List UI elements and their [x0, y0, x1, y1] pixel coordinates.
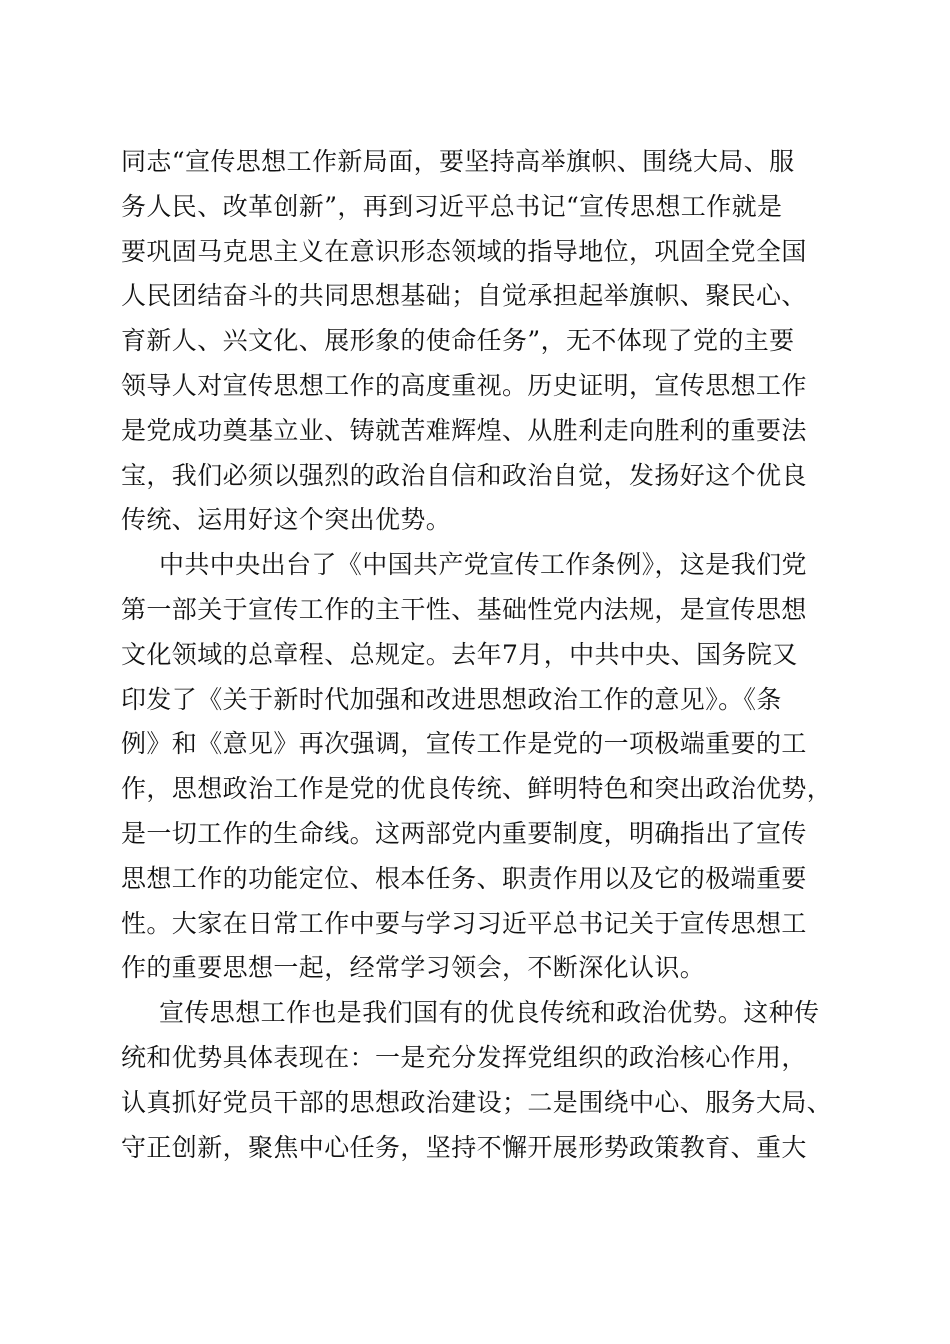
text-line: 守正创新，聚焦中心任务，坚持不懈开展形势政策教育、重大 — [121, 1132, 807, 1162]
text-line: 是党成功奠基立业、铸就苦难辉煌、从胜利走向胜利的重要法 — [121, 415, 807, 445]
text-line: 作的重要思想一起，经常学习领会，不断深化认识。 — [121, 953, 706, 983]
text-line: 要巩固马克思主义在意识形态领域的指导地位，巩固全党全国 — [121, 236, 807, 266]
text-line: 是一切工作的生命线。这两部党内重要制度，明确指出了宣传 — [121, 818, 807, 848]
text-line: 人民团结奋斗的共同思想基础；自觉承担起举旗帜、聚民心、 — [121, 281, 807, 311]
text-line: 认真抓好党员干部的思想政治建设；二是围绕中心、服务大局、 — [121, 1087, 833, 1117]
paragraph-first-line: 中共中央出台了《中国共产党宣传工作条例》，这是我们党 — [159, 550, 807, 580]
text-line: 思想工作的功能定位、根本任务、职责作用以及它的极端重要 — [121, 863, 807, 893]
text-line: 例》和《意见》再次强调，宣传工作是党的一项极端重要的工 — [121, 729, 807, 759]
text-line: 宝，我们必须以强烈的政治自信和政治自觉，发扬好这个优良 — [121, 460, 807, 490]
text-line: 第一部关于宣传工作的主干性、基础性党内法规，是宣传思想 — [121, 594, 807, 624]
text-line: 印发了《关于新时代加强和改进思想政治工作的意见》。《条 — [121, 684, 782, 714]
text-line: 同志“宣传思想工作新局面，要坚持高举旗帜、围绕大局、服 — [121, 147, 795, 176]
document-body — [121, 140, 831, 1170]
text-line: 文化领域的总章程、总规定。去年7月，中共中央、国务院又 — [121, 639, 798, 669]
text-line: 统和优势具体表现在：一是充分发挥党组织的政治核心作用， — [121, 1042, 807, 1072]
text-line: 性。大家在日常工作中要与学习习近平总书记关于宣传思想工 — [121, 908, 807, 938]
text-line: 传统、运用好这个突出优势。 — [121, 505, 452, 535]
paragraph-first-line: 宣传思想工作也是我们国有的优良传统和政治优势。这种传 — [159, 998, 820, 1028]
text-line: 务人民、改革创新”，再到习近平总书记“宣传思想工作就是 — [121, 191, 783, 221]
text-line: 领导人对宣传思想工作的高度重视。历史证明，宣传思想工作 — [121, 370, 807, 400]
text-line: 作，思想政治工作是党的优良传统、鲜明特色和突出政治优势， — [121, 774, 833, 804]
text-line: 育新人、兴文化、展形象的使命任务”，无不体现了党的主要 — [121, 326, 795, 356]
